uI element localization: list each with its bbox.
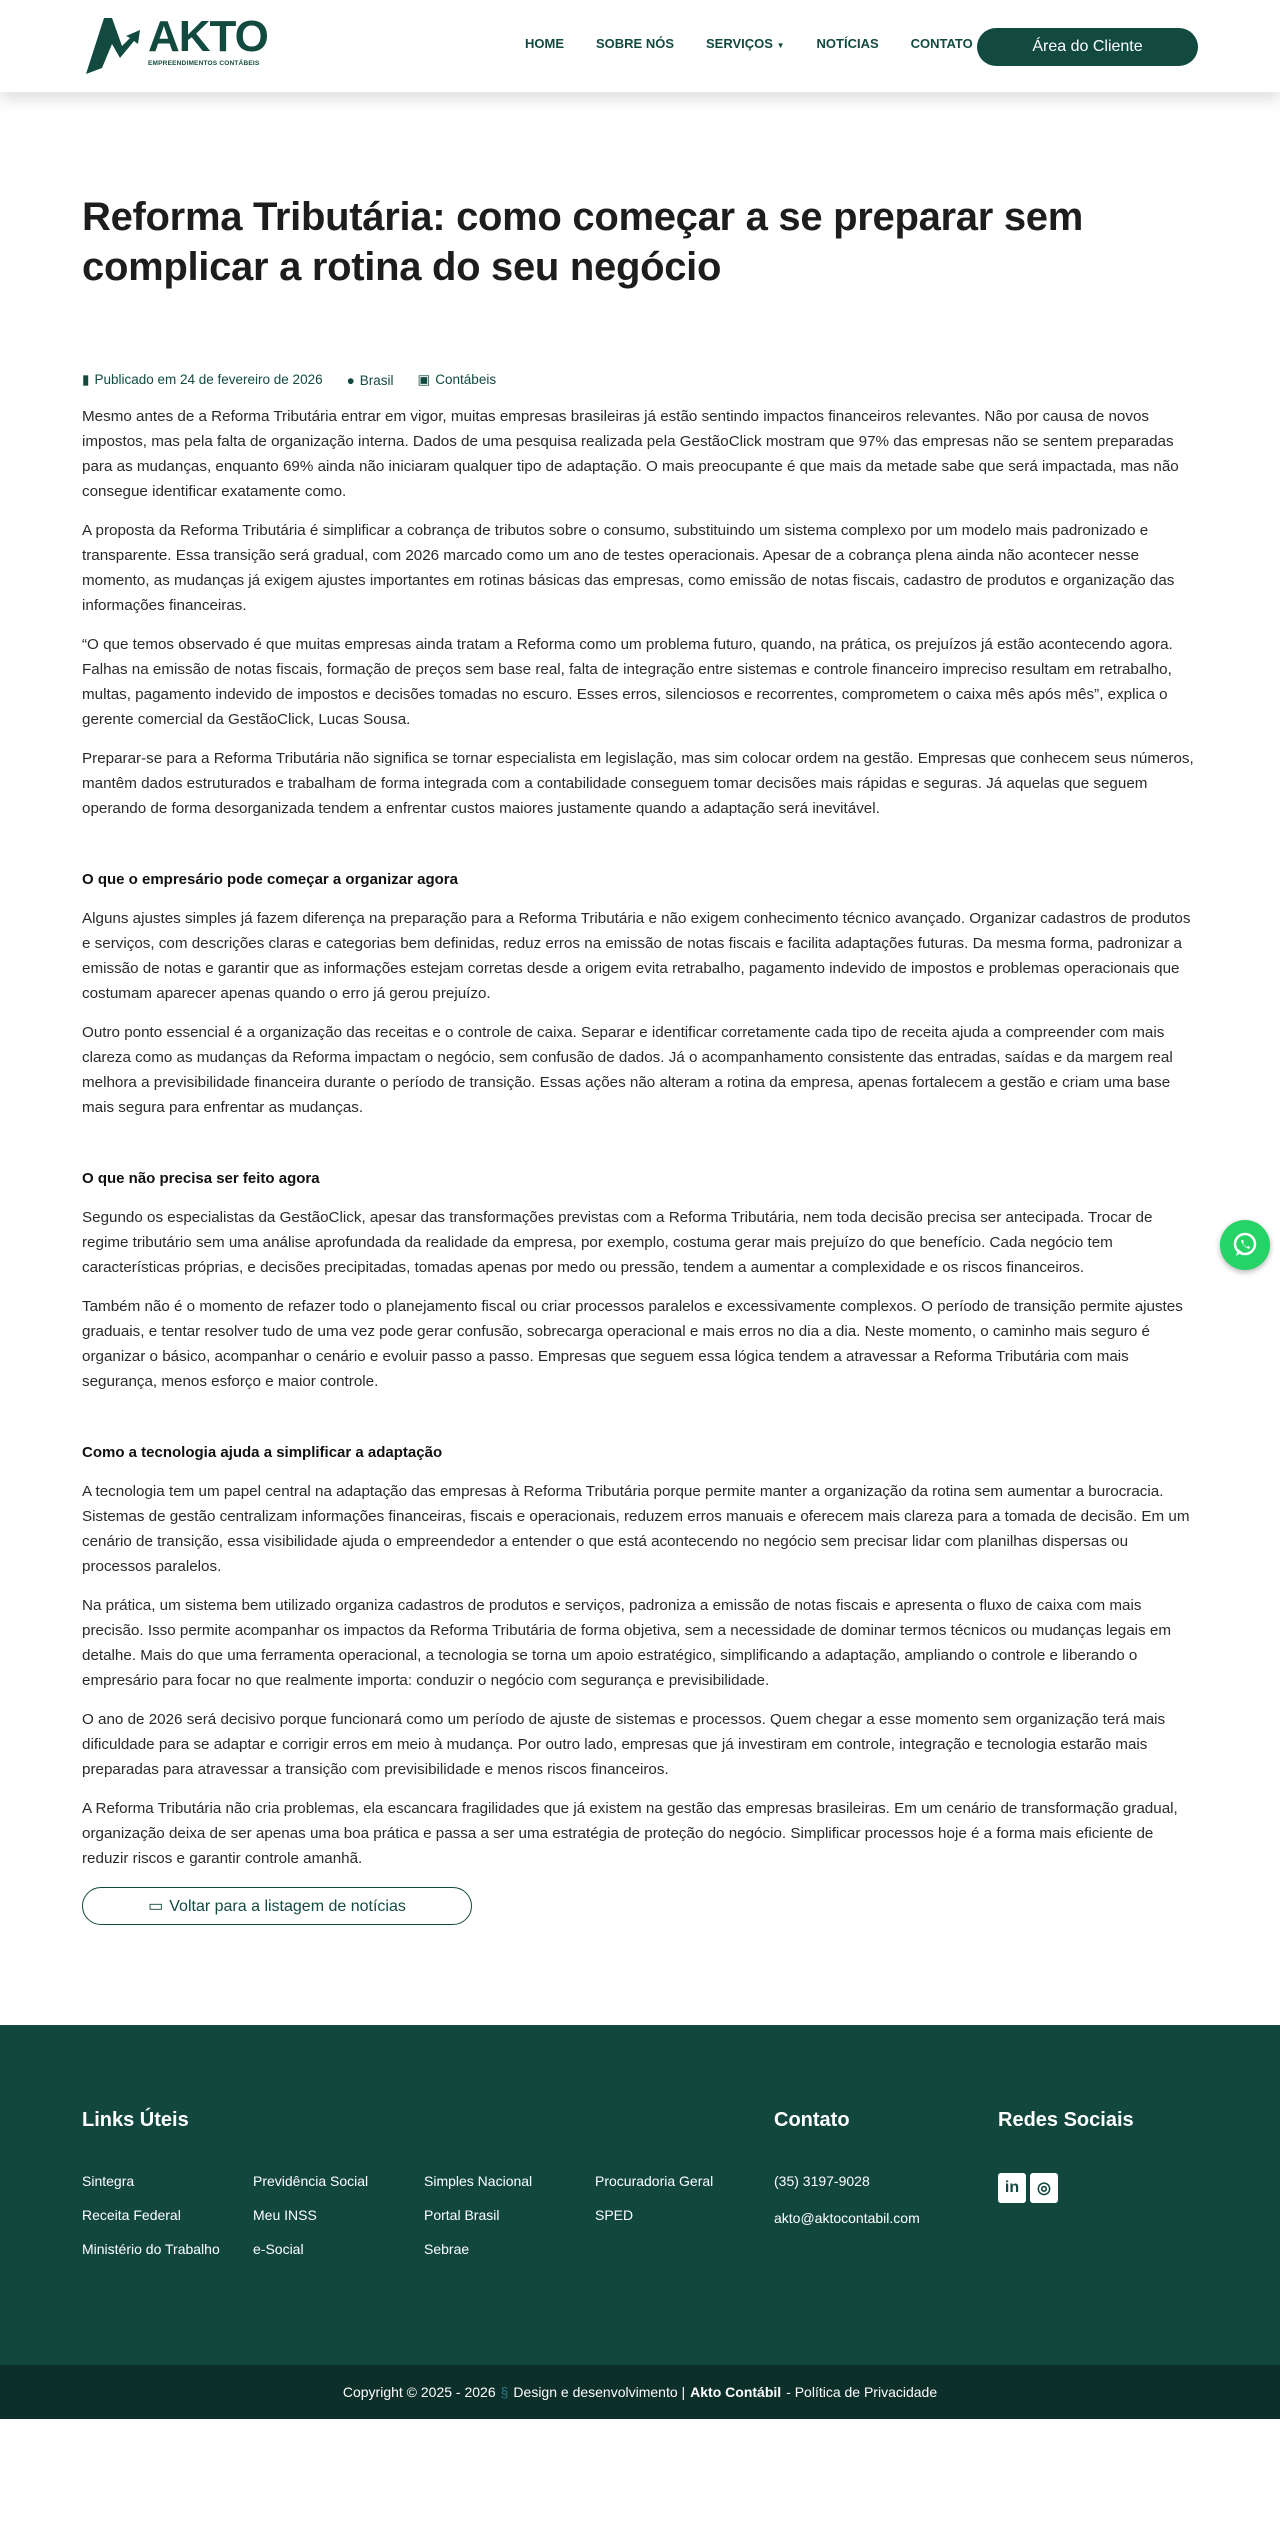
paragraph: Outro ponto essencial é a organização das receitas e o controle de caixa. Separar e identificar corretamente cada tipo de receita ajuda a compreender com mais clareza como as mudanças da Reforma impactam o negócio, sem confusão de dados. Já o acompanhamento consistente das entradas, saídas e da margem real melhora a previsibilidade financeira durante o período de transição. Essas ações não alteram a rotina da empresa, apenas fortalecem a gestão e criam uma base mais segura para enfrentar as mudanças. [82,1024,1173,1116]
privacy-policy-link[interactable]: - Política de Privacidade [786,2384,938,2400]
contact-title: Contato [774,2109,850,2131]
footer-link[interactable]: Meu INSS [253,2207,317,2223]
inbox-icon: ▭ [148,1897,164,1915]
nav-servicos-label: SERVIÇOS [706,36,773,51]
footer-link[interactable]: Receita Federal [82,2207,181,2223]
date-text: Publicado em 24 de fevereiro de 2026 [94,372,323,387]
useful-links [82,2173,766,2257]
instagram-icon[interactable]: ◎ [1030,2173,1058,2203]
nav-home[interactable]: HOME [525,36,564,51]
paragraph: Na prática, um sistema bem utilizado organiza cadastros de produtos e serviços, padroniza a emissão de notas fiscais e apresenta o fluxo de caixa com mais precisão. Isso permite acompanhar os impactos da Reforma Tributária de forma objetiva, sem a necessidade de dominar termos técnicos ou mudanças legais em detalhe. Mais do que uma ferramenta operacional, a tecnologia se torna um apoio estratégico, simplificando a adaptação, ampliando o controle e liberando o empresário para focar no que realmente importa: conduzir o negócio com segurança e previsibilidade. [82,1597,1171,1689]
footer-bottom [0,2365,1280,2419]
paragraph: Preparar-se para a Reforma Tributária não significa se tornar especialista em legislação, mas sim colocar ordem na gestão. Empresas que conhecem seus números, mantêm dados estruturados e trabalham de forma integrada com a contabilidade conseguem tomar decisões mais rápidas e seguras. Já aquelas que seguem operando de forma desorganizada tendem a enfrentar custos maiores justamente quando a adaptação será inevitável. [82,750,1194,817]
footer-link[interactable]: Simples Nacional [424,2173,533,2189]
back-label: Voltar para a listagem de notícias [169,1897,406,1915]
footer [0,2025,1280,2365]
main-nav [525,36,973,51]
section-heading: O que não precisa ser feito agora [82,1170,320,1187]
logo-arrow-icon [82,14,142,76]
contact-info [774,2171,920,2228]
phone[interactable]: (35) 3197-9028 [774,2173,870,2189]
whatsapp-button[interactable] [1220,1220,1270,1270]
footer-link[interactable]: Ministério do Trabalho [82,2241,220,2257]
section-heading: Como a tecnologia ajuda a simplificar a adaptação [82,1444,443,1461]
copyright: Copyright © 2025 - 2026 [342,2384,496,2400]
paragraph: A Reforma Tributária não cria problemas, ela escancara fragilidades que já existem na gestão das empresas brasileiras. Em um cenário de transformação gradual, organização deixa de ser apenas uma boa prática e passa a ser uma estratégia de proteção do negócio. Simplificar processos hoje é a forma mais eficiente de reduzir riscos e garantir controle amanhã. [82,1800,1178,1867]
section-heading: O que o empresário pode começar a organizar agora [82,871,458,888]
footer-link[interactable]: SPED [595,2207,634,2223]
client-area-button[interactable]: Área do Cliente [977,28,1198,66]
logo-name: AKTO [148,12,268,61]
footer-link[interactable]: Sebrae [424,2241,470,2257]
map-marker-icon: ● [346,372,355,388]
meta-location [347,373,394,388]
design-credit: Design e desenvolvimento | [513,2384,686,2400]
article-body [82,404,1198,1925]
site-header [0,0,1280,92]
logo[interactable] [82,14,268,76]
paragraph: O ano de 2026 será decisivo porque funcionará como um período de ajuste de sistemas e processos. Quem chegar a esse momento sem organização terá mais dificuldade para se adaptar e corrigir erros em meio à mudança. Por outro lado, empresas que já investiram em controle, integração e tecnologia estarão mais preparadas para atravessar a transição com previsibilidade e menos riscos financeiros. [82,1711,1166,1778]
book-icon: ▣ [417,372,431,387]
meta-date [82,372,323,388]
article-meta [82,372,1198,388]
linkedin-icon[interactable]: in [998,2173,1026,2203]
paragraph: “O que temos observado é que muitas empresas ainda tratam a Reforma como um problema futuro, quando, na prática, os prejuízos já estão acontecendo agora. Falhas na emissão de notas fiscais, formação de preços sem base real, falta de integração entre sistemas e controle financeiro impreciso resultam em retrabalho, multas, pagamento indevido de impostos e decisões tomadas no escuro. Esses erros, silenciosos e recorrentes, comprometem o caixa mês após mês”, explica o gerente comercial da GestãoClick, Lucas Sousa. [82,636,1173,728]
nav-sobre[interactable]: SOBRE NÓS [596,36,675,51]
logo-subtitle: EMPREENDIMENTOS CONTÁBEIS [148,60,260,67]
caret-down-icon: ▼ [776,41,785,50]
footer-link[interactable]: Previdência Social [253,2173,369,2189]
social-links [998,2173,1058,2203]
developer-logo-icon: § [500,2384,509,2400]
article [0,92,1280,1925]
brand-link[interactable]: Akto Contábil [690,2384,782,2400]
footer-link[interactable]: e-Social [253,2241,304,2257]
nav-noticias[interactable]: NOTÍCIAS [816,36,879,51]
paragraph: A proposta da Reforma Tributária é simplificar a cobrança de tributos sobre o consumo, substituindo um sistema complexo por um modelo mais padronizado e transparente. Essa transição será gradual, com 2026 marcado como um ano de testes operacionais. Apesar de a cobrança plena ainda não acontecer nesse momento, as mudanças já exigem ajustes importantes em rotinas básicas das empresas, como emissão de notas fiscais, cadastro de produtos e organização das informações financeiras. [82,522,1175,614]
nav-servicos[interactable] [706,36,785,51]
paragraph: Mesmo antes de a Reforma Tributária entrar em vigor, muitas empresas brasileiras já estão sentindo impactos financeiros relevantes. Não por causa de novos impostos, mas pela falta de organização interna. Dados de uma pesquisa realizada pela GestãoClick mostram que 97% das empresas não se sentem preparadas para as mudanças, enquanto 69% ainda não iniciaram qualquer tipo de adaptação. O mais preocupante é que mais da metade sabe que será impactada, mas não consegue identificar exatamente como. [82,408,1179,500]
paragraph: Segundo os especialistas da GestãoClick, apesar das transformações previstas com a Reforma Tributária, nem toda decisão precisa ser antecipada. Trocar de regime tributário sem uma análise aprofundada da realidade da empresa, por exemplo, costuma gerar mais prejuízo do que benefício. Cada negócio tem características próprias, e decisões precipitadas, tomadas apenas por medo ou pressão, tendem a aumentar a complexidade e os riscos financeiros. [82,1209,1153,1276]
paragraph: A tecnologia tem um papel central na adaptação das empresas à Reforma Tributária porque permite manter a organização da rotina sem aumentar a burocracia. Sistemas de gestão centralizam informações financeiras, fiscais e operacionais, reduzem erros manuais e oferecem mais clareza para a tomada de decisão. Em um cenário de transição, essa visibilidade ajuda o empreendedor a entender o que está acontecendo no negócio sem precisar lidar com planilhas dispersas ou processos paralelos. [82,1483,1190,1575]
category-text: Contábeis [435,372,497,387]
social-title: Redes Sociais [998,2109,1134,2131]
paragraph: Alguns ajustes simples já fazem diferença na preparação para a Reforma Tributária e não exigem conhecimento técnico avançado. Organizar cadastros de produtos e serviços, com descrições claras e categorias bem definidas, reduz erros na emissão de notas fiscais e facilita adaptações futuras. Da mesma forma, padronizar a emissão de notas e garantir que as informações estejam corretas desde a origem evita retrabalho, pagamento indevido de impostos e problemas operacionais que costumam aparecer apenas quando o erro já gerou prejuízo. [82,910,1191,1002]
meta-category [418,372,497,388]
whatsapp-icon [1231,1231,1259,1259]
calendar-icon: ▮ [82,372,90,387]
back-to-list-button[interactable] [82,1887,472,1925]
nav-contato[interactable]: CONTATO [910,36,973,51]
footer-link[interactable]: Procuradoria Geral [595,2173,714,2189]
links-title: Links Úteis [82,2109,189,2131]
footer-link[interactable]: Sintegra [82,2173,135,2189]
article-title: Reforma Tributária: como começar a se preparar sem complicar a rotina do seu negócio [82,195,1083,289]
location-text: Brasil [359,372,394,388]
email[interactable]: akto@aktocontabil.com [774,2210,920,2226]
footer-link[interactable]: Portal Brasil [424,2207,500,2223]
paragraph: Também não é o momento de refazer todo o planejamento fiscal ou criar processos paralelos e excessivamente complexos. O período de transição permite ajustes graduais, e tentar resolver tudo de uma vez pode gerar confusão, sobrecarga operacional e mais erros no dia a dia. Neste momento, o caminho mais seguro é organizar o básico, acompanhar o cenário e evoluir passo a passo. Empresas que seguem essa lógica tendem a atravessar a Reforma Tributária com mais segurança, menos esforço e maior controle. [82,1298,1183,1390]
